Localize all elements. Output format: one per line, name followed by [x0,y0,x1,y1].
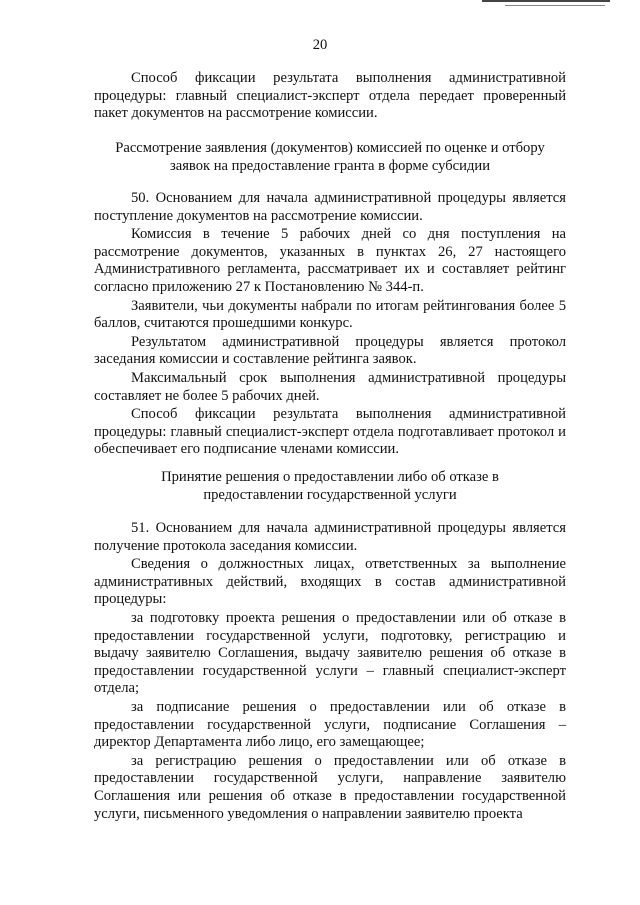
paragraph-50: 50. Основанием для начала административной процедуры является поступление документов на рассмотрение комиссии. [94,190,566,224]
section1-body [94,190,566,459]
paragraph-result: Результатом административной процедуры является протокол заседания комиссии и составление рейтинга заявок. [94,333,566,368]
paragraph-officials-info: Сведения о должностных лицах, ответственных за выполнение административных действий, входящих в состав административной процедуры: [94,556,566,608]
header-rule-secondary [505,5,605,6]
paragraph-registration-duty: за регистрацию решения о предоставлении или об отказе в предоставлении государственной услуги, направление заявителю Соглашения или решения об отказе в предоставлении государственной услуги, письменного уведомления о направлении заявителю проекта [94,752,566,822]
paragraph-applicants-passed: Заявители, чьи документы набрали по итогам рейтингования более 5 баллов, считаются прошедшими конкурс. [94,297,566,332]
section2-body [94,520,566,823]
header-rule [482,0,610,2]
intro-paragraph: Способ фиксации результата выполнения административной процедуры: главный специалист-эксперт отдела передает проверенный пакет документов на рассмотрение комиссии. [94,70,566,122]
paragraph-fixation-method: Способ фиксации результата выполнения административной процедуры: главный специалист-эксперт отдела подготавливает протокол и обеспечивает его подписание членами комиссии. [94,406,566,458]
section1-heading-line1: Рассмотрение заявления (документов) комиссией по оценке и отбору [115,140,545,156]
section1-heading [94,140,566,175]
paragraph-51: 51. Основанием для начала административной процедуры является получение протокола заседания комиссии. [94,520,566,554]
section2-heading-line2: предоставлении государственной услуги [203,486,457,503]
intro-block [94,70,566,123]
paragraph-commission-review: Комиссия в течение 5 рабочих дней со дня поступления на рассмотрение документов, указанных в пунктах 26, 27 настоящего Административного регламента, рассматривает их и составляет рейтинг согласно приложению 27 к Постановлению № 344-п. [94,226,566,295]
section1-heading-line2: заявок на предоставление гранта в форме субсидии [169,157,491,174]
paragraph-max-term: Максимальный срок выполнения административной процедуры составляет не более 5 рабочих дней. [94,369,566,404]
section2-heading [94,469,566,504]
page-number: 20 [312,37,328,53]
section2-heading-line1: Принятие решения о предоставлении либо об отказе в [161,469,499,485]
paragraph-signing-duty: за подписание решения о предоставлении или об отказе в предоставлении государственной услуги, подписание Соглашения – директор Департамента либо лицо, его замещающее; [94,698,566,751]
paragraph-preparation-duty: за подготовку проекта решения о предоставлении или об отказе в предоставлении государственной услуги, подготовку, регистрацию и выдачу заявителю Соглашения, выдачу заявителю решения об отказе в предоставлении государственной услуги – главный специалист-эксперт отдела; [94,609,566,697]
